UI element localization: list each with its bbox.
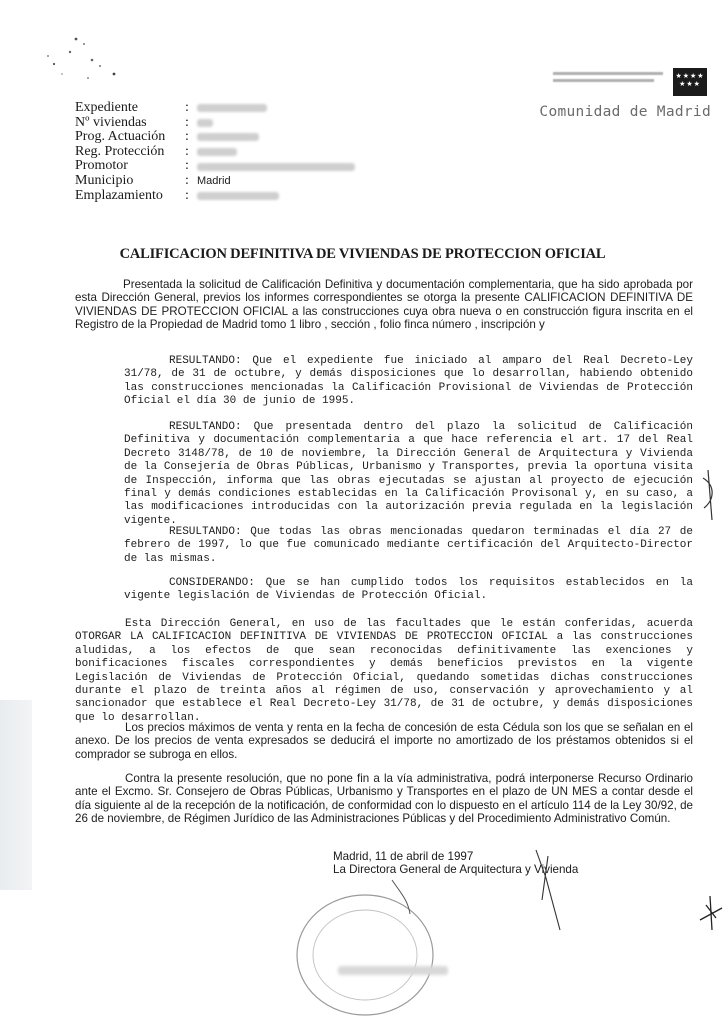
paragraph-resultando-3: RESULTANDO: Que todas las obras mencionadas quedaron terminadas el día 27 de febrero de 1997, lo que fue comunicado mediante certificación del Arquitecto-Director de las mismas. — [124, 526, 693, 565]
field-reg-proteccion — [75, 145, 405, 160]
redacted-value — [197, 148, 237, 156]
field-label: Expediente — [75, 100, 138, 115]
paragraph-otorgar: Esta Dirección General, en uso de las facultades que le están conferidas, acuerda OTORGAR LA CALIFICACION DEFINITIVA DE VIVIENDAS DE PROTECCION OFICIAL a las construcciones aludidas, a los efectos de que sean reconocidas definitivamente las exenciones y bonificaciones fiscales correspondientes y demás beneficios previstos en la vigente Legislación de Viviendas de Protección Oficial, quedando sometidas dichas construcciones durante el plazo de treinta años al régimen de uso, conservación y aprovechamiento y al sancionador que establece el Real Decreto-Ley 31/78, de 31 de octubre, y demás disposiciones que lo desarrollan. — [75, 618, 693, 724]
header-fields — [75, 101, 405, 203]
field-label: Promotor — [75, 158, 128, 174]
paragraph-recurso: Contra la presente resolución, que no pone fin a la vía administrativa, podrá interponerse Recurso Ordinario ante el Excmo. Sr. Consejero de Obras Públicas, Urbanismo y Transportes en el plazo de UN MES a contar desde el día siguiente al de la recepción de la notificación, de conformidad con lo dispuesto en el artículo 114 de la Ley 30/92, de 26 de noviembre, de Régimen Jurídico de las Administraciones Públicas y del Procedimiento Administrativo Común. — [75, 772, 693, 826]
field-label: Nº viviendas — [75, 114, 147, 130]
field-colon: : — [185, 187, 189, 203]
paragraph-resultando-2: RESULTANDO: Que presentada dentro del plazo la solicitud de Calificación Definitiva y documentación complementaria a que hace referencia el art. 17 del Real Decreto 3148/78, de 10 de noviembre, la Dirección General de Arquitectura y Vivienda de la Consejería de Obras Públicas, Urbanismo y Transportes, previa la oportuna visita de Inspección, informa que las obras ejecutadas se ajustan al proyecto de ejecución final y demás condiciones establecidas en la Calificación Provisonal y, en su caso, a las modificaciones introducidas con la autorización previa regulada en la legislación vigente. — [124, 421, 693, 527]
stars-icon: ★★★★ ★★★ — [675, 73, 705, 88]
field-prog-actuacion — [75, 130, 405, 145]
scan-noise — [40, 30, 120, 85]
redacted-value — [197, 163, 355, 171]
field-colon: : — [185, 158, 189, 174]
field-colon: : — [185, 100, 189, 115]
signature-role: La Directora General de Arquitectura y Vivienda — [333, 863, 579, 876]
field-expediente — [75, 101, 405, 116]
field-label: Emplazamiento — [75, 187, 163, 203]
field-label: Reg. Protección — [75, 143, 165, 159]
paragraph-considerando: CONSIDERANDO: Que se han cumplido todos los requisitos establecidos en la vigente legislación de Viviendas de Protección Oficial. — [124, 577, 693, 603]
official-stamp — [280, 880, 480, 1020]
document-title: CALIFICACION DEFINITIVA DE VIVIENDAS DE PROTECCION OFICIAL — [119, 246, 606, 262]
logo-name: Comunidad de Madrid — [539, 104, 711, 120]
field-colon: : — [185, 143, 189, 159]
redacted-value — [197, 119, 213, 127]
redacted-value — [197, 104, 267, 112]
field-label: Municipio — [75, 172, 134, 188]
field-emplazamiento — [75, 189, 405, 204]
flag-icon — [673, 68, 707, 96]
redacted-value — [197, 133, 259, 141]
redacted-value — [197, 192, 279, 200]
field-colon: : — [185, 172, 189, 188]
field-colon: : — [185, 129, 189, 145]
field-colon: : — [185, 114, 189, 130]
field-promotor — [75, 159, 405, 174]
municipio-value: Madrid — [197, 174, 231, 187]
field-viviendas — [75, 116, 405, 131]
paragraph-resultando-1: RESULTANDO: Que el expediente fue iniciado al amparo del Real Decreto-Ley 31/78, de 31 de octubre, y demás disposiciones que lo desarrollan, habiendo obtenido las construcciones mencionadas la Calificación Provisional de Viviendas de Protección Oficial el día 30 de junio de 1995. — [124, 355, 693, 408]
comunidad-madrid-logo — [505, 68, 715, 128]
paragraph-precios: Los precios máximos de venta y renta en la fecha de concesión de esta Cédula son los que se señalan en el anexo. De los precios de venta expresados se deducirá el importe no amortizado de los préstamos obtenidos si el comprador se subroga en ellos. — [75, 721, 693, 761]
logo-small-text — [553, 72, 663, 94]
scan-edge-band — [0, 700, 32, 890]
field-municipio — [75, 174, 405, 189]
paragraph-presentada: Presentada la solicitud de Calificación Definitiva y documentación complementaria, que ha sido aprobada por esta Dirección General, previos los informes correspondientes se otorga la presente CALIFICACION DEFINITIVA DE VIVIENDAS DE PROTECCION OFICIAL a las construcciones cuya obra nueva o en construcción figura inscrita en el Registro de la Propiedad de Madrid tomo 1 libro , sección , folio finca número , inscripción y — [75, 278, 693, 332]
field-label: Prog. Actuación — [75, 129, 166, 145]
redacted-signatory-name — [338, 966, 448, 975]
signature-place-date: Madrid, 11 de abril de 1997 — [333, 850, 474, 863]
